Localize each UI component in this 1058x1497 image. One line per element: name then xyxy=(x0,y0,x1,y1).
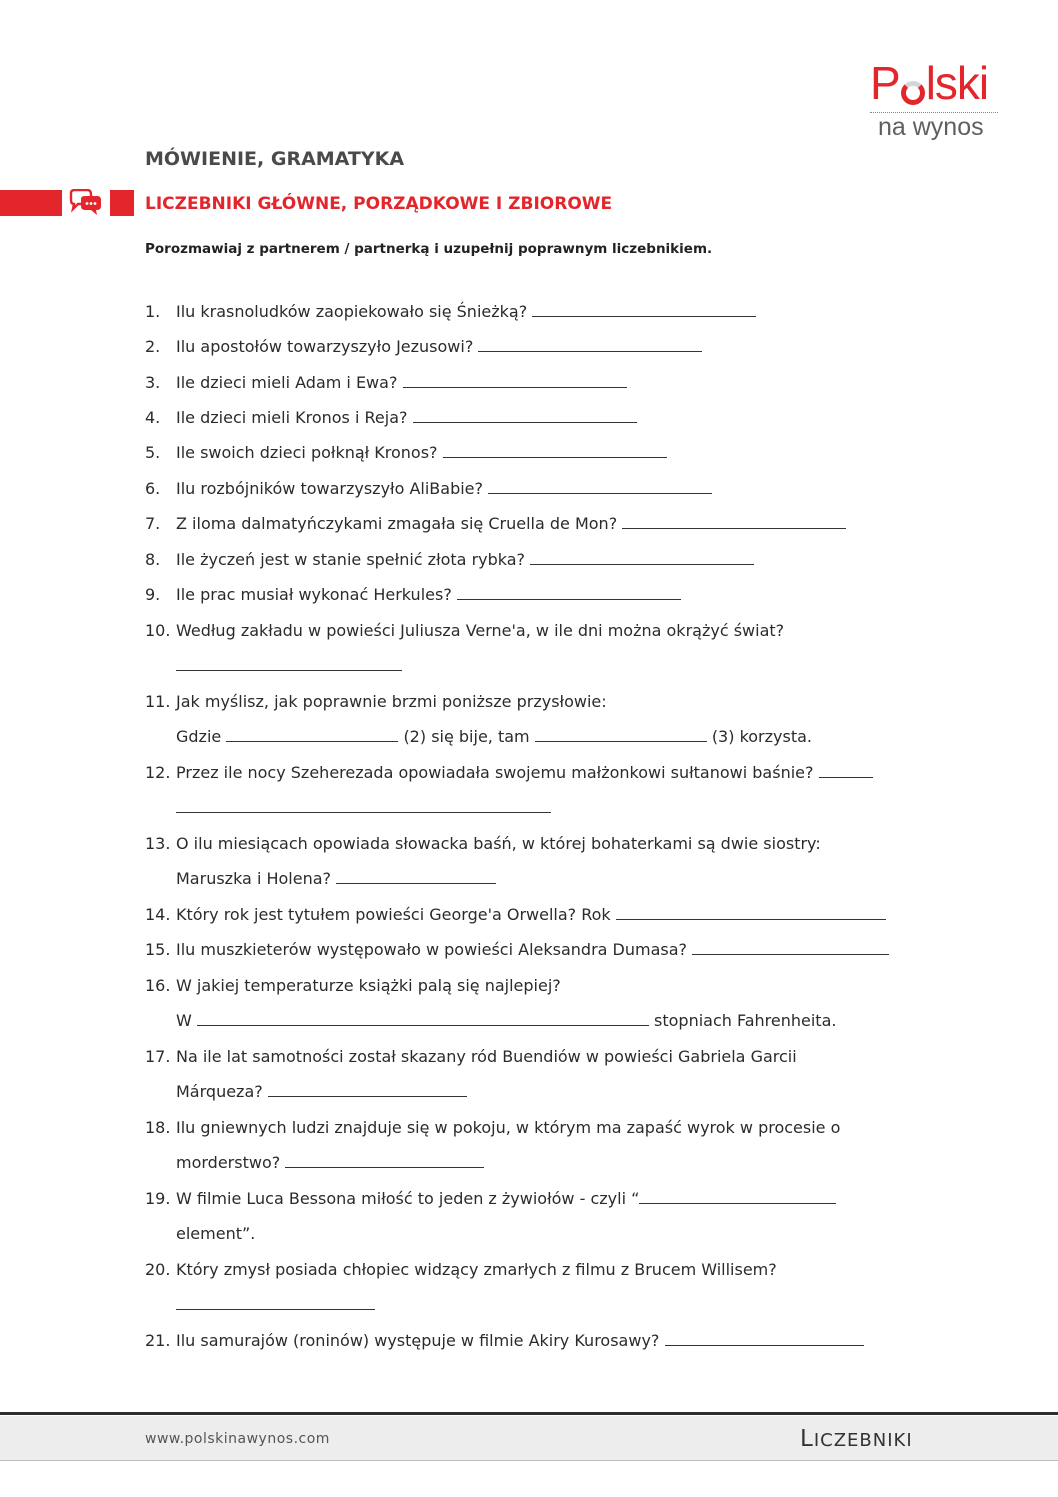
logo xyxy=(870,58,1005,141)
question-number: 13. xyxy=(145,834,171,853)
question-text: Ilu rozbójników towarzyszyło AliBabie? xyxy=(176,479,484,498)
question-20 xyxy=(145,1260,777,1280)
logo-o-circle-icon xyxy=(901,81,925,105)
question-text: Maruszka i Holena? xyxy=(176,869,332,888)
question-number: 11. xyxy=(145,692,171,711)
question-number: 3. xyxy=(145,373,161,392)
instruction: Porozmawiaj z partnerem / partnerką i uzupełnij poprawnym liczebnikiem. xyxy=(145,241,713,257)
question-text: Który rok jest tytułem powieści George'a Orwella? Rok xyxy=(176,905,611,924)
question-text: Ilu muszkieterów występowało w powieści Aleksandra Dumasa? xyxy=(176,940,688,959)
answer-blank[interactable] xyxy=(176,656,402,671)
question-11-line2 xyxy=(176,727,812,747)
question-text: W jakiej temperaturze książki palą się najlepiej? xyxy=(176,976,561,995)
question-text: W xyxy=(176,1011,192,1030)
question-3 xyxy=(145,373,627,393)
question-number: 5. xyxy=(145,443,161,462)
answer-blank[interactable] xyxy=(622,514,846,529)
question-number: 9. xyxy=(145,585,161,604)
question-number: 15. xyxy=(145,940,171,959)
question-text: Márqueza? xyxy=(176,1082,263,1101)
question-number: 21. xyxy=(145,1331,171,1350)
question-text: Gdzie xyxy=(176,727,222,746)
footer-url[interactable]: www.polskinawynos.com xyxy=(145,1431,330,1447)
footer-title xyxy=(800,1426,913,1452)
answer-blank[interactable] xyxy=(478,337,702,352)
question-12 xyxy=(145,763,873,783)
question-17 xyxy=(145,1047,797,1067)
question-number: 8. xyxy=(145,550,161,569)
question-2 xyxy=(145,337,702,357)
question-16 xyxy=(145,976,561,996)
question-18-line2 xyxy=(176,1153,484,1173)
question-4 xyxy=(145,408,637,428)
answer-blank[interactable] xyxy=(616,905,886,920)
footer-divider xyxy=(0,1412,1058,1415)
answer-blank[interactable] xyxy=(819,763,873,778)
question-number: 7. xyxy=(145,514,161,533)
answer-blank[interactable] xyxy=(176,798,551,813)
question-text: Ilu apostołów towarzyszyło Jezusowi? xyxy=(176,337,474,356)
question-number: 18. xyxy=(145,1118,171,1137)
answer-blank[interactable] xyxy=(530,550,754,565)
question-text: O ilu miesiącach opowiada słowacka baśń, w której bohaterkami są dwie siostry: xyxy=(176,834,821,853)
answer-blank[interactable] xyxy=(413,408,637,423)
question-text: Ilu gniewnych ludzi znajduje się w pokoju, w którym ma zapaść wyrok w procesie o xyxy=(176,1118,841,1137)
question-20-answer xyxy=(176,1295,375,1315)
answer-blank[interactable] xyxy=(443,443,667,458)
question-text: Według zakładu w powieści Juliusza Verne'a, w ile dni można okrążyć świat? xyxy=(176,621,785,640)
logo-subtitle: na wynos xyxy=(878,113,984,141)
question-number: 4. xyxy=(145,408,161,427)
answer-blank[interactable] xyxy=(176,1295,375,1310)
answer-blank[interactable] xyxy=(226,727,398,742)
question-number: 19. xyxy=(145,1189,171,1208)
question-21 xyxy=(145,1331,864,1351)
footer-title-initial: L xyxy=(800,1426,814,1452)
question-5 xyxy=(145,443,667,463)
answer-blank[interactable] xyxy=(639,1189,836,1204)
question-text: Ile prac musiał wykonać Herkules? xyxy=(176,585,452,604)
question-13 xyxy=(145,834,821,854)
question-text: Ilu krasnoludków zaopiekowało się Śnieżką? xyxy=(176,302,528,321)
question-text: Ilu samurajów (roninów) występuje w filmie Akiry Kurosawy? xyxy=(176,1331,660,1350)
question-text: morderstwo? xyxy=(176,1153,281,1172)
accent-bar-left xyxy=(0,190,62,216)
answer-blank[interactable] xyxy=(457,585,681,600)
question-text: element”. xyxy=(176,1224,256,1243)
answer-blank[interactable] xyxy=(488,479,712,494)
question-10 xyxy=(145,621,784,641)
question-number: 16. xyxy=(145,976,171,995)
answer-blank[interactable] xyxy=(268,1082,467,1097)
question-text: Z iloma dalmatyńczykami zmagała się Cruella de Mon? xyxy=(176,514,618,533)
question-12-answer xyxy=(176,798,551,818)
question-number: 2. xyxy=(145,337,161,356)
logo-wordmark xyxy=(870,58,1005,108)
question-text: stopniach Fahrenheita. xyxy=(654,1011,837,1030)
logo-letter-p: P xyxy=(870,57,900,109)
question-16-line2 xyxy=(176,1011,836,1031)
answer-blank[interactable] xyxy=(535,727,707,742)
question-number: 10. xyxy=(145,621,171,640)
answer-blank[interactable] xyxy=(336,869,496,884)
question-text: Na ile lat samotności został skazany ród Buendiów w powieści Gabriela Garcii xyxy=(176,1047,797,1066)
question-13-line2 xyxy=(176,869,496,889)
topic-title: LICZEBNIKI GŁÓWNE, PORZĄDKOWE I ZBIOROWE xyxy=(145,194,613,214)
question-19 xyxy=(145,1189,836,1209)
answer-blank[interactable] xyxy=(665,1331,864,1346)
question-11 xyxy=(145,692,607,712)
answer-blank[interactable] xyxy=(197,1011,649,1026)
answer-blank[interactable] xyxy=(403,373,627,388)
logo-letters: lski xyxy=(925,57,989,109)
question-number: 17. xyxy=(145,1047,171,1066)
question-number: 1. xyxy=(145,302,161,321)
question-15 xyxy=(145,940,889,960)
question-text: Ile dzieci mieli Kronos i Reja? xyxy=(176,408,408,427)
question-18 xyxy=(145,1118,840,1138)
question-8 xyxy=(145,550,754,570)
question-text: Ile swoich dzieci połknął Kronos? xyxy=(176,443,438,462)
question-6 xyxy=(145,479,712,499)
question-9 xyxy=(145,585,681,605)
question-number: 6. xyxy=(145,479,161,498)
question-text: Przez ile nocy Szeherezada opowiadała swojemu małżonkowi sułtanowi baśnie? xyxy=(176,763,814,782)
question-19-line2 xyxy=(176,1224,255,1244)
footer-title-rest: ICZEBNIKI xyxy=(813,1430,913,1451)
question-text: W filmie Luca Bessona miłość to jeden z żywiołów - czyli “ xyxy=(176,1189,640,1208)
question-text: (3) korzysta. xyxy=(711,727,812,746)
question-text: Który zmysł posiada chłopiec widzący zmarłych z filmu z Brucem Willisem? xyxy=(176,1260,777,1279)
answer-blank[interactable] xyxy=(285,1153,484,1168)
question-17-line2 xyxy=(176,1082,467,1102)
speech-bubbles-icon xyxy=(68,189,104,217)
question-text: Ile życzeń jest w stanie spełnić złota rybka? xyxy=(176,550,526,569)
accent-bar-right xyxy=(110,190,134,216)
answer-blank[interactable] xyxy=(692,940,889,955)
question-1 xyxy=(145,302,756,322)
question-text: (2) się bije, tam xyxy=(403,727,530,746)
answer-blank[interactable] xyxy=(532,302,756,317)
question-text: Jak myślisz, jak poprawnie brzmi poniższe przysłowie: xyxy=(176,692,607,711)
question-number: 12. xyxy=(145,763,171,782)
question-7 xyxy=(145,514,846,534)
question-text: Ile dzieci mieli Adam i Ewa? xyxy=(176,373,398,392)
question-number: 14. xyxy=(145,905,171,924)
question-10-answer xyxy=(176,656,402,676)
section-title: MÓWIENIE, GRAMATYKA xyxy=(145,148,405,170)
question-number: 20. xyxy=(145,1260,171,1279)
question-14 xyxy=(145,905,886,925)
